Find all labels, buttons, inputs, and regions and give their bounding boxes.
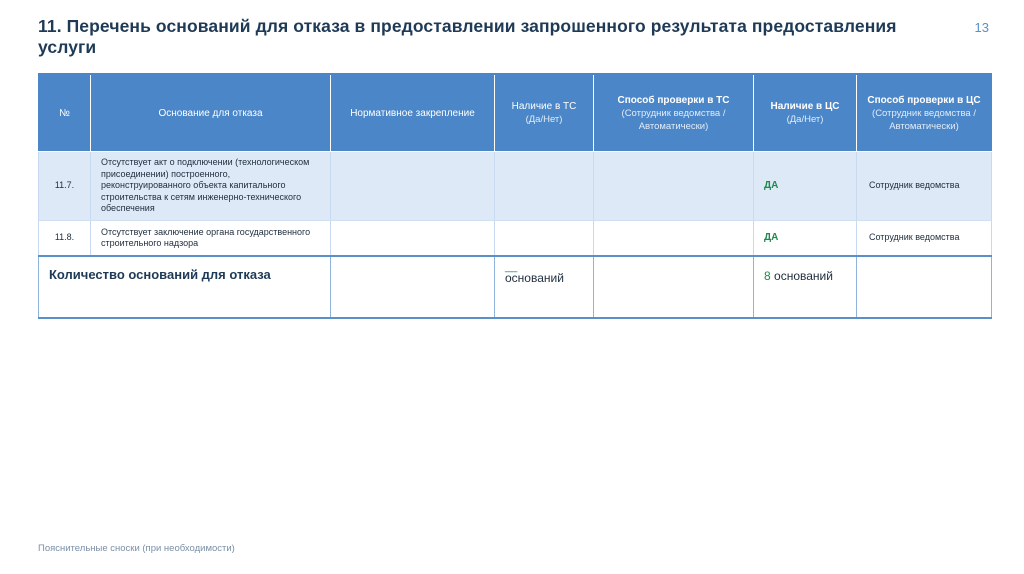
header-cs-presence-label: Наличие в ЦС [770, 101, 840, 112]
row-regulation [331, 221, 495, 257]
header-cs-presence-sub: (Да/Нет) [786, 114, 824, 125]
totals-cs-check [857, 256, 992, 318]
totals-ts-dash: __ [505, 261, 518, 273]
row-cs-check: Сотрудник ведомства [857, 152, 992, 221]
row-cs-presence: ДА [754, 152, 857, 221]
table-header [39, 74, 992, 152]
row-reason: Отсутствует акт о подключении (технологическом присоединении) построенного, реконструированного объекта капитального строительства к сетям инженерно-технического обеспечения [91, 152, 331, 221]
header-cs-check-label: Способ проверки в ЦС [867, 94, 981, 106]
header-cs-presence [754, 74, 857, 152]
refusal-reasons-table [38, 73, 992, 319]
row-ts-presence [495, 152, 594, 221]
totals-ts-count [495, 256, 594, 318]
row-regulation [331, 152, 495, 221]
row-num: 11.7. [39, 152, 91, 221]
header-ts-presence-label: Наличие в ТС [511, 101, 577, 112]
row-ts-check [594, 152, 754, 221]
header-num: № [39, 74, 91, 152]
table-row [39, 152, 992, 221]
totals-cs-count [754, 256, 857, 318]
row-num: 11.8. [39, 221, 91, 257]
slide-title: 11. Перечень оснований для отказа в предоставлении запрошенного результата предоставления услуги [38, 16, 897, 57]
header-ts-check [594, 74, 754, 152]
table-row [39, 221, 992, 257]
totals-cs-value: 8 [764, 269, 771, 283]
header-reason: Основание для отказа [91, 74, 331, 152]
header-ts-presence [495, 74, 594, 152]
totals-ts-unit: оснований [505, 271, 564, 285]
totals-label: Количество оснований для отказа [39, 256, 331, 318]
row-cs-check: Сотрудник ведомства [857, 221, 992, 257]
totals-row [39, 256, 992, 318]
totals-cs-unit: оснований [774, 269, 833, 283]
row-reason: Отсутствует заключение органа государственного строительного надзора [91, 221, 331, 257]
header-ts-check-sub: (Сотрудник ведомства / Автоматически) [621, 107, 726, 132]
header-ts-presence-sub: (Да/Нет) [525, 114, 563, 125]
header-ts-check-label: Способ проверки в ТС [617, 94, 730, 106]
header-regulation: Нормативное закрепление [331, 74, 495, 152]
row-ts-check [594, 221, 754, 257]
row-ts-presence [495, 221, 594, 257]
totals-regulation [331, 256, 495, 318]
footnote: Пояснительные сноски (при необходимости) [38, 543, 235, 554]
header-cs-check [857, 74, 992, 152]
header-cs-check-sub: (Сотрудник ведомства / Автоматически) [872, 107, 976, 132]
page-number: 13 [974, 20, 989, 35]
row-cs-presence: ДА [754, 221, 857, 257]
totals-ts-check [594, 256, 754, 318]
